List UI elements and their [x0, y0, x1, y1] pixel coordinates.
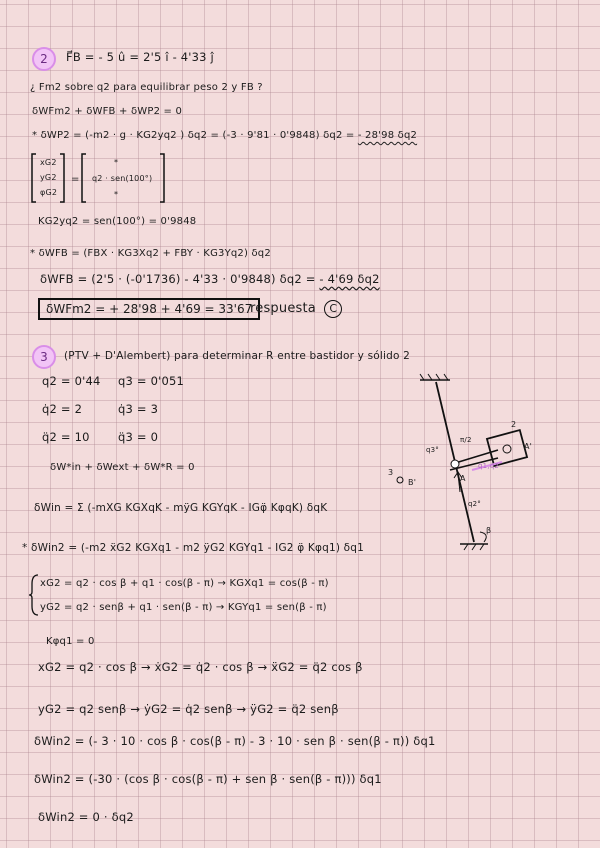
matrix-equals: =	[71, 174, 80, 185]
k-coefficient-eq: KG2yq2 = sen(100°) = 0'9848	[38, 216, 197, 227]
inertia-work-zero: δWin2 = 0 · δq2	[38, 810, 134, 824]
dalembert-eq: δW*in + δWext + δW*R = 0	[50, 462, 195, 473]
matrix-rhs-0: *	[114, 158, 119, 167]
force-work-eq: * δWFB = (FBX · KG3Xq2 + FBY · KG3Yq2) δq2	[30, 248, 271, 259]
q3-value: q3 = 0'051	[118, 374, 184, 388]
matrix-lhs-2: φG2	[40, 188, 58, 197]
section-3-number: 3	[32, 345, 56, 369]
fig-label-beta: β	[486, 526, 492, 535]
q2-velocity: q̇2 = 2	[42, 402, 83, 416]
matrix-rhs-2: *	[114, 190, 119, 199]
question-text: ¿ Fm2 sobre q2 para equilibrar peso 2 y FB ?	[30, 82, 263, 93]
q3-acceleration: q̈3 = 0	[118, 430, 159, 444]
weight-work-result: - 28'98 δq2	[357, 130, 418, 141]
weight-work-eq	[32, 130, 417, 141]
force-work-result: - 4'69 δq2	[319, 272, 380, 286]
inertia-work-expanded: δWin2 = (- 3 · 10 · cos β · cos(β - π) - 3 · 10 · sen β · sen(β - π)) δq1	[34, 734, 436, 748]
force-work-values-lhs: δWFB = (2'5 · (-0'1736) - 4'33 · 0'9848) δq2 =	[40, 272, 316, 286]
fig-label-2: 2	[511, 420, 517, 429]
fig-label-velocity: q̇1,q̇2	[478, 462, 500, 470]
boxed-result: δWFm2 = + 28'98 + 4'69 = 33'67	[38, 298, 260, 320]
answer	[250, 300, 342, 318]
matrix-rhs-1: q2 · sen(100°)	[92, 174, 153, 183]
y-kinematics: yG2 = q2 senβ → ẏG2 = q̇2 senβ → ÿG2 = q̈2 senβ	[38, 702, 339, 716]
inertia-work-sum: δWin = Σ (-mXG KGXqK - mÿG KGYqK - IGφ̈ KφqK) δqK	[34, 502, 328, 514]
q3-velocity: q̇3 = 3	[118, 402, 159, 416]
fig-label-q2: q2°	[468, 500, 481, 508]
x-kinematics: xG2 = q2 · cos β → ẋG2 = q̇2 · cos β → ẍG2 = q̈2 cos β	[38, 660, 363, 674]
q2-value: q2 = 0'44	[42, 374, 101, 388]
system-eq-y: yG2 = q2 · senβ + q1 · sen(β - π) → KGYq1 = sen(β - π)	[40, 602, 327, 613]
system-brace	[28, 574, 40, 616]
answer-label: respuesta	[250, 301, 316, 316]
fig-label-a: A	[460, 474, 466, 483]
matrix-lhs-1: yG2	[40, 173, 57, 182]
q2-acceleration: q̈2 = 10	[42, 430, 90, 444]
matrix-lhs-0: xG2	[40, 158, 57, 167]
mechanism-figure	[380, 372, 560, 552]
fig-label-b-prime: B'	[408, 478, 417, 487]
answer-letter: C	[324, 300, 342, 318]
section-2-number: 2	[32, 47, 56, 71]
fig-label-q3: q3°	[426, 446, 439, 454]
inertia-work-body2: * δWin2 = (-m2 ẍG2 KGXq1 - m2 ÿG2 KGYq1 - IG2 φ̈ Kφq1) δq1	[22, 542, 365, 554]
fig-label-pi-half: π/2	[460, 436, 472, 444]
inertia-work-simplified: δWin2 = (-30 · (cos β · cos(β - π) + sen β · sen(β - π))) δq1	[34, 772, 382, 786]
virtual-work-eq: δWFm2 + δWFB + δWP2 = 0	[32, 106, 183, 117]
section-3-heading: (PTV + D'Alembert) para determinar R entre bastidor y sólido 2	[64, 350, 411, 362]
fig-label-3: 3	[388, 468, 394, 477]
system-eq-x: xG2 = q2 · cos β + q1 · cos(β - π) → KGXq1 = cos(β - π)	[40, 578, 329, 589]
force-vector-eq: F⃗B = - 5 û = 2'5 î - 4'33 ĵ	[66, 50, 214, 64]
fig-label-a-prime: A'	[524, 442, 533, 451]
k-phi-eq: Kφq1 = 0	[46, 636, 95, 647]
weight-work-lhs: * δWP2 = (-m2 · g · KG2yq2 ) δq2 = (-3 · 9'81 · 0'9848) δq2 =	[32, 130, 355, 141]
force-work-values	[40, 272, 380, 286]
